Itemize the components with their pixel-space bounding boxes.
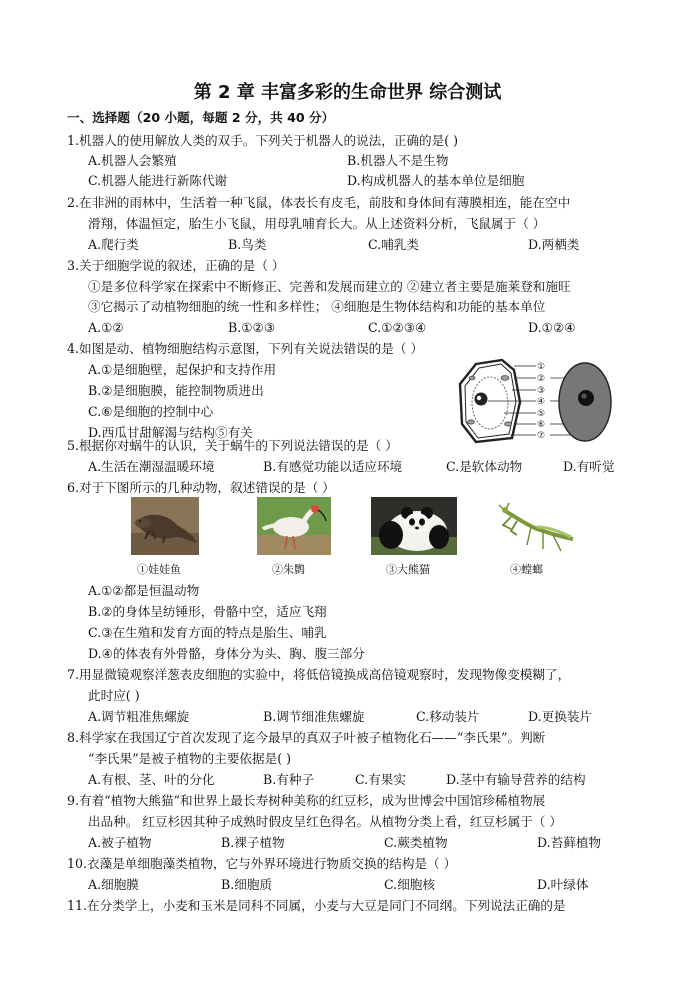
q10-option-b: B.细胞质 [221,877,273,892]
q6-option-c: C.③在生殖和发育方面的特点是胎生、哺乳 [88,625,327,640]
question-6-stem: 6.对于下图所示的几种动物，叙述错误的是（ ） [67,480,335,495]
q5-option-d: D.有听觉 [563,459,615,474]
diagram-label-6: ⑥ [537,420,546,430]
q6-option-d: D.④的体表有外骨骼，身体分为头、胸、腹三部分 [88,646,365,661]
q8-option-b: B.有种子 [263,772,315,787]
question-1-stem: 1.机器人的使用解放人类的双手。下列关于机器人的说法，正确的是( ) [67,133,459,148]
question-2-stem-2: 滑翔，体温恒定，胎生小飞鼠，用母乳哺育长大。从上述资料分析，飞鼠属于（ ） [88,216,546,231]
panda-photo [371,497,457,555]
question-10-stem: 10.衣藻是单细胞藻类植物，它与外界环境进行物质交换的结构是（ ） [67,856,457,871]
question-7-stem: 7.用显微镜观察洋葱表皮细胞的实验中，将低倍镜换成高倍镜观察时，发现物像变模糊了， [67,667,571,682]
question-4-stem: 4.如图是动、植物细胞结构示意图，下列有关说法错误的是（ ） [67,341,424,356]
q3-option-d: D.①②④ [528,320,576,335]
question-7-stem-2: 此时应( ) [88,688,140,703]
q8-option-a: A.有根、茎、叶的分化 [88,772,215,787]
q10-option-a: A.细胞膜 [88,877,139,892]
q8-option-d: D.茎中有输导营养的结构 [446,772,586,787]
q7-option-d: D.更换装片 [528,709,593,724]
ibis-photo [257,497,331,555]
q3-option-a: A.①② [88,320,124,335]
q5-option-c: C.是软体动物 [446,459,523,474]
animal-cell [559,363,611,441]
q1-option-b: B.机器人不是生物 [347,153,449,168]
q1-option-c: C.机器人能进行新陈代谢 [88,173,228,188]
q9-option-c: C.蕨类植物 [384,835,448,850]
caption-salamander: ①娃娃鱼 [137,563,181,576]
q6-option-a: A.①②都是恒温动物 [88,583,200,598]
page-title: 第 2 章 丰富多彩的生命世界 综合测试 [193,82,502,103]
q2-option-b: B.鸟类 [228,237,267,252]
q2-option-d: D.两栖类 [528,237,580,252]
q6-option-b: B.②的身体呈纺锤形，骨骼中空，适应飞翔 [88,604,327,619]
cell-structure-diagram [458,358,613,444]
q4-option-a: A.①是细胞壁，起保护和支持作用 [88,362,277,377]
question-9-stem-2: 出品种。 红豆杉因其种子成熟时假皮呈红色得名。从植物分类上看，红豆杉属于（ ） [88,814,562,829]
diagram-label-1: ① [537,362,546,372]
question-8-stem: 8.科学家在我国辽宁首次发现了迄今最早的真双子叶被子植物化石——“李氏果”。判断 [67,730,546,745]
q3-statement-2: ③它揭示了动植物细胞的统一性和多样性； ④细胞是生物体结构和功能的基本单位 [88,299,546,314]
q9-option-d: D.苔藓植物 [537,835,602,850]
q4-option-c: C.⑥是细胞的控制中心 [88,404,214,419]
q2-option-a: A.爬行类 [88,237,139,252]
q10-option-c: C.细胞核 [384,877,435,892]
question-2-stem: 2.在非洲的雨林中，生活着一种飞鼠，体表长有皮毛，前肢和身体间有薄膜相连，能在空中 [67,195,571,210]
question-8-stem-2: “李氏果”是被子植物的主要依据是( ) [88,751,292,766]
section-heading: 一、选择题（20 小题，每题 2 分，共 40 分） [67,110,335,125]
question-3-stem: 3.关于细胞学说的叙述，正确的是（ ） [67,258,285,273]
q4-option-d: D.西瓜甘甜解渴与结构⑤有关 [88,425,253,440]
caption-panda: ③大熊猫 [386,563,430,576]
q8-option-c: C.有果实 [355,772,406,787]
question-11-stem: 11.在分类学上，小麦和玉米是同科不同属，小麦与大豆是同门不同纲。下列说法正确的是 [67,898,566,913]
q3-option-c: C.①②③④ [368,320,427,335]
q1-option-d: D.构成机器人的基本单位是细胞 [347,173,525,188]
diagram-label-5: ⑤ [537,409,546,419]
q4-option-b: B.②是细胞膜，能控制物质进出 [88,383,264,398]
q1-option-a: A.机器人会繁殖 [88,153,177,168]
q10-option-d: D.叶绿体 [537,877,589,892]
question-5-stem: 5.根据你对蜗牛的认识，关于蜗牛的下列说法错误的是（ ） [67,438,398,453]
diagram-label-7: ⑦ [537,431,546,441]
diagram-label-2: ② [537,374,546,384]
salamander-photo [131,497,199,555]
q5-option-a: A.生活在潮湿温暖环境 [88,459,215,474]
caption-ibis: ②朱鹮 [272,563,305,576]
q2-option-c: C.哺乳类 [368,237,419,252]
mantis-photo [487,497,579,555]
diagram-label-3: ③ [537,386,546,396]
diagram-label-4: ④ [537,397,546,407]
question-9-stem: 9.有着“植物大熊猫”和世界上最长寿树种美称的红豆杉，成为世博会中国馆珍稀植物展 [67,793,546,808]
q3-statement-1: ①是多位科学家在探索中不断修正、完善和发展而建立的 ②建立者主要是施莱登和施旺 [88,279,571,294]
q7-option-a: A.调节粗准焦螺旋 [88,709,190,724]
caption-mantis: ④螳螂 [510,563,543,576]
q7-option-c: C.移动装片 [416,709,480,724]
q3-option-b: B.①②③ [228,320,276,335]
q7-option-b: B.调节细准焦螺旋 [263,709,365,724]
q9-option-a: A.被子植物 [88,835,152,850]
q9-option-b: B.裸子植物 [221,835,285,850]
q5-option-b: B.有感觉功能以适应环境 [263,459,403,474]
